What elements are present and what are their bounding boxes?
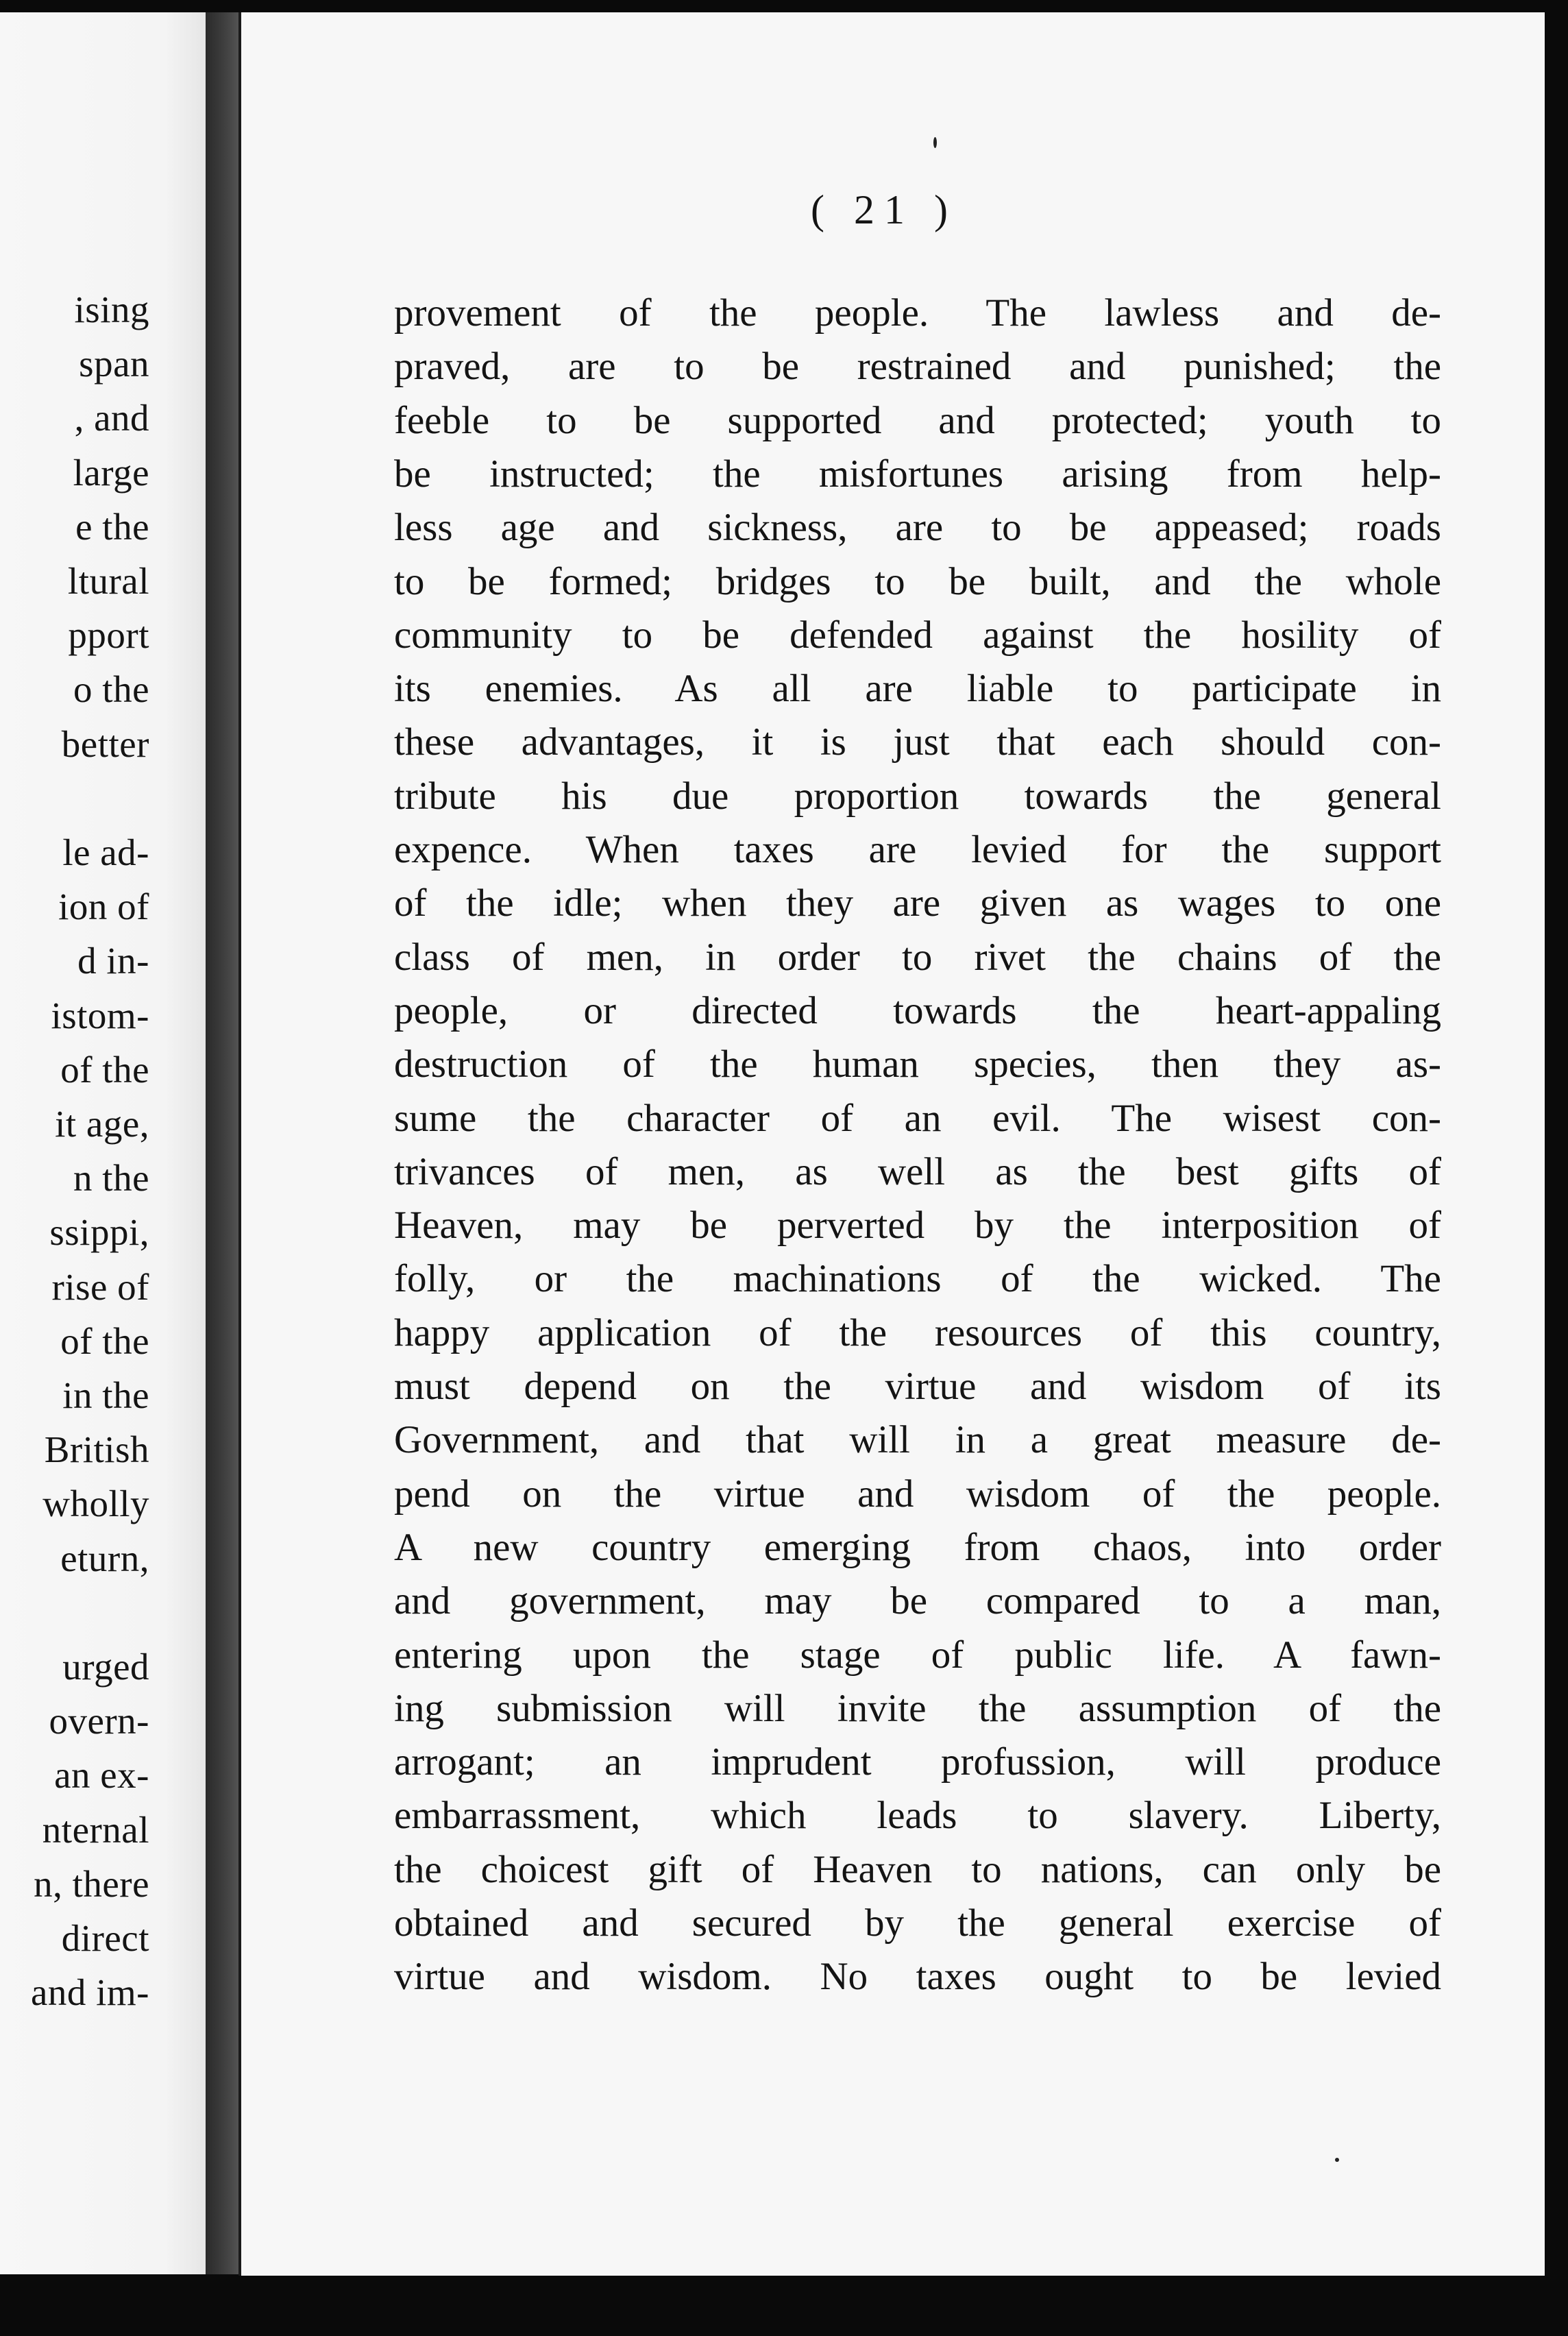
left-page-line: ion of (58, 886, 149, 928)
body-text-line: of the idle; when they are given as wages to one (394, 881, 1441, 925)
body-text-line: class of men, in order to rivet the chains of the (394, 935, 1441, 979)
body-text-line: arrogant; an imprudent profussion, will produce (394, 1740, 1441, 1784)
body-text-line: ing submission will invite the assumption of the (394, 1686, 1441, 1730)
left-page-line: , and (74, 397, 149, 439)
body-text-line: obtained and secured by the general exercise of (394, 1901, 1441, 1945)
left-page-line: d in- (77, 940, 149, 982)
left-page-line: le ad- (62, 831, 149, 873)
left-page-line: ssippi, (49, 1211, 149, 1254)
left-page-line: nternal (42, 1808, 149, 1851)
left-page-line: ising (74, 289, 149, 330)
body-text-line: and government, may be compared to a man, (394, 1579, 1441, 1623)
left-page-line: an ex- (54, 1754, 149, 1797)
body-text-line: be instructed; the misfortunes arising from help- (394, 452, 1441, 496)
left-page-line: urged (62, 1646, 149, 1688)
body-text-line: feeble to be supported and protected; youth to (394, 398, 1441, 442)
body-text-line: happy application of the resources of this country, (394, 1311, 1441, 1354)
left-page-line: British (44, 1428, 149, 1471)
body-text-line: its enemies. As all are liable to participate in (394, 667, 1441, 711)
left-page-line: n, there (34, 1862, 149, 1905)
left-page-line: and im- (30, 1971, 149, 2014)
body-text-line: A new country emerging from chaos, into order (394, 1525, 1441, 1569)
body-text-line: virtue and wisdom. No taxes ought to be levied (394, 1955, 1441, 1999)
left-page-line: ltural (67, 560, 149, 602)
ink-speck (1335, 2158, 1339, 2162)
body-text-line: praved, are to be restrained and punished; the (394, 345, 1441, 389)
body-text-line: Government, and that will in a great measure de- (394, 1418, 1441, 1462)
body-text-line: tribute his due proportion towards the general (394, 774, 1441, 818)
left-page-line: in the (62, 1374, 149, 1416)
body-text-line: the choicest gift of Heaven to nations, can only be (394, 1847, 1441, 1891)
page-number: ( 21 ) (811, 187, 957, 232)
left-page-line: of the (60, 1319, 149, 1362)
body-text-line: destruction of the human species, then they as- (394, 1043, 1441, 1086)
body-text-line: provement of the people. The lawless and de- (394, 291, 1441, 334)
left-page (0, 12, 206, 2274)
body-text-line: must depend on the virtue and wisdom of its (394, 1365, 1441, 1408)
left-page-line: eturn, (60, 1537, 149, 1579)
left-page-line: pport (68, 614, 149, 657)
left-page-line: istom- (51, 994, 149, 1036)
left-page-line: direct (61, 1917, 149, 1959)
body-text-line: community to be defended against the hosility of (394, 613, 1441, 657)
body-text-line: folly, or the machinations of the wicked. The (394, 1257, 1441, 1301)
body-text-line: expence. When taxes are levied for the support (394, 828, 1441, 871)
body-text-line: sume the character of an evil. The wisest con- (394, 1096, 1441, 1140)
left-page-line: it age, (55, 1103, 149, 1145)
body-text-line: less age and sickness, are to be appeased; roads (394, 506, 1441, 550)
body-text-line: people, or directed towards the heart-appaling (394, 988, 1441, 1032)
left-page-line: better (61, 722, 149, 765)
left-page-line: of the (60, 1048, 149, 1091)
body-text-line: Heaven, may be perverted by the interposition of (394, 1204, 1441, 1248)
body-text-line: embarrassment, which leads to slavery. Liberty, (394, 1794, 1441, 1838)
left-page-line: o the (73, 668, 149, 711)
left-page-line: large (73, 451, 149, 494)
left-page-line: n the (73, 1157, 149, 1200)
body-text-line: trivances of men, as well as the best gifts of (394, 1149, 1441, 1193)
ink-speck (933, 137, 937, 148)
left-page-line: overn- (49, 1700, 149, 1742)
body-text-line: entering upon the stage of public life. A fawn- (394, 1633, 1441, 1677)
left-page-line: e the (75, 505, 149, 548)
body-text-line: pend on the virtue and wisdom of the people. (394, 1472, 1441, 1516)
left-page-line: span (79, 343, 149, 385)
left-page-line: rise of (51, 1265, 149, 1308)
body-text-line: to be formed; bridges to be built, and the whole (394, 559, 1441, 603)
body-text-line: these advantages, it is just that each should con- (394, 720, 1441, 764)
left-page-line: wholly (42, 1483, 149, 1525)
